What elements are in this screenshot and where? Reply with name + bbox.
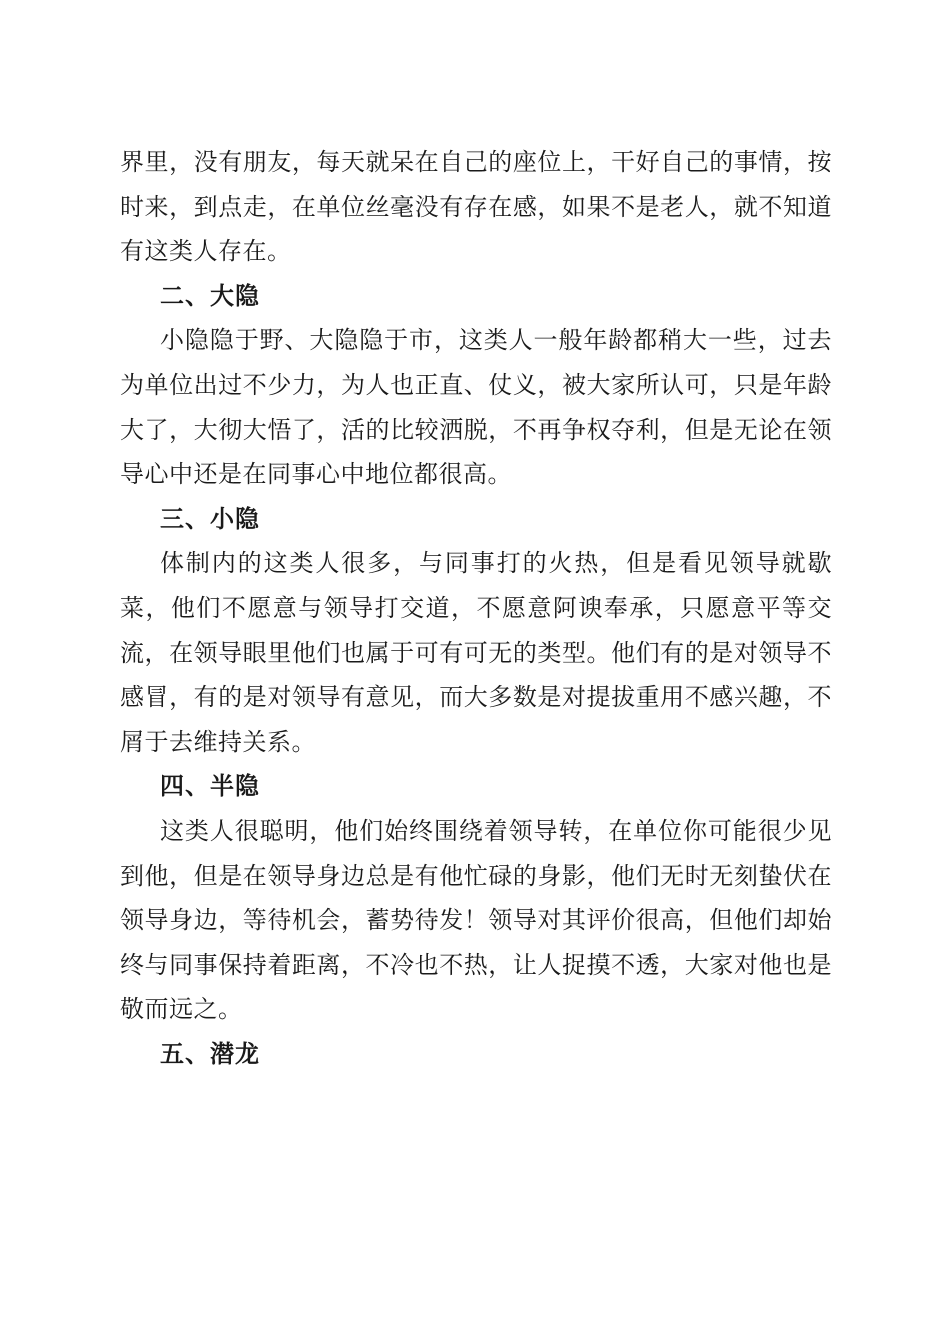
document-body <box>120 140 832 1076</box>
paragraph-section-4: 这类人很聪明，他们始终围绕着领导转，在单位你可能很少见到他，但是在领导身边总是有他忙碌的身影，他们无时无刻蛰伏在领导身边，等待机会，蓄势待发！领导对其评价很高，但他们却始终与同事保持着距离，不冷也不热，让人捉摸不透，大家对他也是敬而远之。 <box>120 816 832 1024</box>
paragraph-section-2: 小隐隐于野、大隐隐于市，这类人一般年龄都稍大一些，过去为单位出过不少力，为人也正直、仗义，被大家所认可，只是年龄大了，大彻大悟了，活的比较洒脱，不再争权夺利，但是无论在领导心中还是在同事心中地位都很高。 <box>120 326 832 489</box>
paragraph-section-3: 体制内的这类人很多，与同事打的火热，但是看见领导就歇菜，他们不愿意与领导打交道，不愿意阿谀奉承，只愿意平等交流，在领导眼里他们也属于可有可无的类型。他们有的是对领导不感冒，有的是对领导有意见，而大多数是对提拔重用不感兴趣，不屑于去维持关系。 <box>120 549 832 756</box>
section-heading-4: 四、半隐 <box>160 772 260 801</box>
section-heading-3: 三、小隐 <box>160 504 260 533</box>
section-heading-5: 五、潜龙 <box>160 1039 260 1068</box>
section-heading-2: 二、大隐 <box>160 281 260 310</box>
paragraph-continuation: 界里，没有朋友，每天就呆在自己的座位上，干好自己的事情，按时来，到点走，在单位丝毫没有存在感，如果不是老人，就不知道有这类人存在。 <box>120 148 832 266</box>
